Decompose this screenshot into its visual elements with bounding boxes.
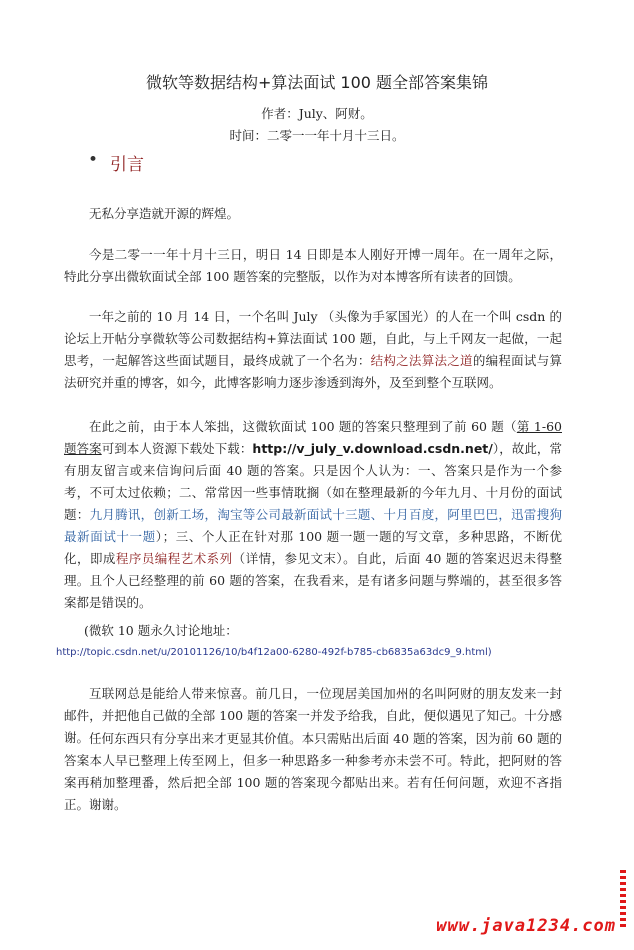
paragraph-anniversary: 今是二零一一年十月十三日，明日 14 日即是本人刚好开博一周年。在一周年之际，特此分享出微软面试全部 100 题答案的完整版，以作为对本博客所有读者的回馈。 [64, 247, 562, 284]
download-url-link[interactable]: http://v_july_v.download.csdn.net/ [252, 441, 493, 456]
discussion-label: (微软 10 题永久讨论地址： [84, 623, 238, 638]
paragraph-history [64, 306, 562, 394]
prev-text-d: ）；三、个人正在针对那 100 题一题一题的写文章，多种思路，不断优化，即成 [64, 529, 562, 566]
document-title: 微软等数据结构+算法面试 100 题全部答案集锦 [145, 73, 489, 92]
prev-text-e: （详情，参见文末）。自此，后面 40 题的答案迟迟未得整理。且个人已经整理的前 60 题的答案，在我看来，是有诸多问题与弊端的，甚至很多答案都是错误的。 [64, 551, 562, 610]
bullet-icon: • [88, 150, 99, 170]
paragraph-sharing: 任何东西只有分享出来才更显其价值。本只需贴出后面 40 题的答案，因为前 60 题的答案本人早已整理上传至网上，但多一种思路多一种参考亦未尝不可。特此，把阿财的答案再稍加整理番，然后把全部 100 题的答案现今都贴出来。若有任何问题，欢迎不吝指正。谢谢。 [64, 731, 562, 812]
history-text-a: 一年之前的 10 月 14 日，一个名叫 July （头像为手冢国光）的人在一个叫 csdn 的论坛上开帖分享微软等公司数据结构+算法面试 100 题，自此，与上千网友一起做，一起思考，一起解答这些面试题目，最终成就了一个名为： [64, 309, 562, 368]
blog-name-link[interactable]: 结构之法算法之道 [370, 353, 473, 368]
prev-text-b: 可到本人资源下载处下载： [101, 441, 253, 456]
date-line: 时间：二零一一年十月十三日。 [229, 128, 405, 143]
prev-text-c: ），故此，常有朋友留言或来信询问后面 40 题的答案。只是因个人认为：一、答案只是作为一个参考，不可太过依赖；二、常常因一些事情耽搁（如在整理最新的今年九月、十月份的面试题： [64, 441, 562, 522]
programming-art-link[interactable]: 程序员编程艺术系列 [115, 551, 233, 566]
paragraph-previous-answers [64, 416, 562, 614]
paragraph-surprise: 互联网总是能给人带来惊喜。前几日，一位现居美国加州的名叫阿财的朋友发来一封邮件，并把他自己做的全部 100 题的答案一并发予给我，自此，便似遇见了知己。十分感谢。 [64, 686, 562, 745]
paragraph-motto: 无私分享造就开源的辉煌。 [89, 206, 240, 221]
history-text-b: 的编程面试与算法研究并重的博客，如今，此博客影响力逐步渗透到海外，及至到整个互联网。 [64, 353, 562, 390]
prev-text-a: 在此之前，由于本人笨拙，这微软面试 100 题的答案只整理到了前 60 题（ [89, 419, 517, 434]
section-heading-text: 引言 [110, 155, 144, 175]
watermark: www.java1234.com [436, 916, 616, 936]
discussion-url-link[interactable]: http://topic.csdn.net/u/20101126/10/b4f12a00-6280-492f-b785-cb6835a63dc9_9.html) [56, 647, 492, 658]
watermark-stripe [620, 870, 626, 930]
interview-questions-link[interactable]: 九月腾讯，创新工场，淘宝等公司最新面试十三题、十月百度，阿里巴巴，迅雷搜狗最新面试十一题 [64, 507, 562, 544]
author-line: 作者：July、阿财。 [261, 106, 373, 121]
answers-1-60-link[interactable]: 第 1-60 题答案 [64, 419, 562, 456]
paragraph-discussion [56, 620, 562, 664]
